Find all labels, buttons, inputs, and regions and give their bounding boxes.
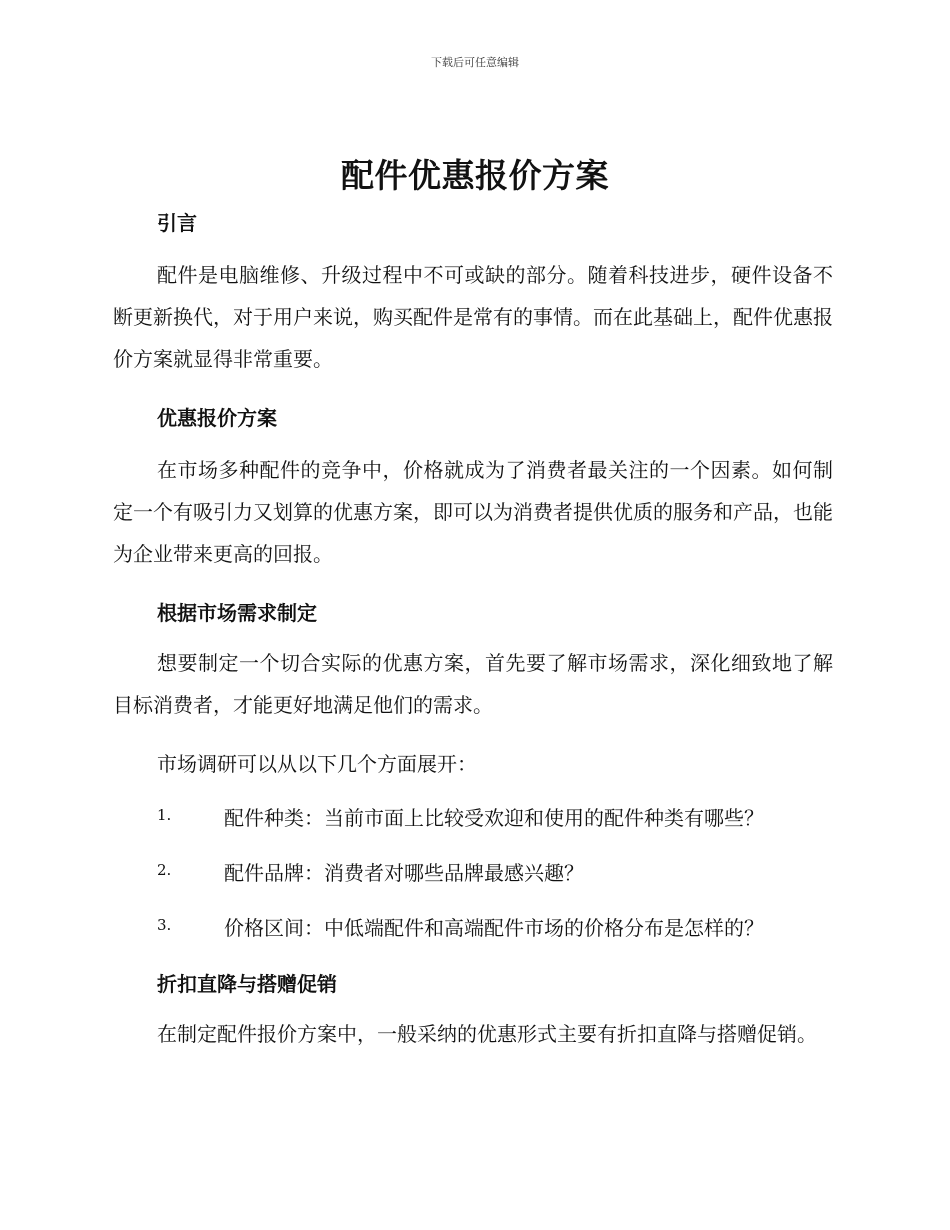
section-heading-intro: 引言 <box>157 211 197 235</box>
section-heading-market: 根据市场需求制定 <box>157 601 317 625</box>
list-item-text: 配件品牌：消费者对哪些品牌最感兴趣？ <box>224 861 584 885</box>
section-heading-discount: 折扣直降与搭赠促销 <box>157 972 337 996</box>
list-item-number: 3. <box>157 916 172 934</box>
list-item-number: 1. <box>157 806 172 824</box>
page-header: 下载后可任意编辑 <box>431 56 519 69</box>
paragraph-discount: 在制定配件报价方案中，一般采纳的优惠形式主要有折扣直降与搭赠促销。 <box>157 1022 817 1046</box>
survey-intro: 市场调研可以从以下几个方面展开： <box>157 752 477 776</box>
list-item-text: 价格区间：中低端配件和高端配件市场的价格分布是怎样的？ <box>224 916 764 940</box>
list-item-text: 配件种类：当前市面上比较受欢迎和使用的配件种类有哪些？ <box>224 806 764 830</box>
paragraph-offer: 在市场多种配件的竞争中，价格就成为了消费者最关注的一个因素。如何制定一个有吸引力又划算的优惠方案，即可以为消费者提供优质的服务和产品，也能为企业带来更高的回报。 <box>113 458 833 566</box>
list-item-number: 2. <box>157 861 172 879</box>
paragraph-market: 想要制定一个切合实际的优惠方案，首先要了解市场需求，深化细致地了解目标消费者，才能更好地满足他们的需求。 <box>113 651 833 717</box>
document-title: 配件优惠报价方案 <box>341 156 609 195</box>
section-heading-offer: 优惠报价方案 <box>157 406 277 430</box>
paragraph-intro: 配件是电脑维修、升级过程中不可或缺的部分。随着科技进步，硬件设备不断更新换代，对于用户来说，购买配件是常有的事情。而在此基础上，配件优惠报价方案就显得非常重要。 <box>113 263 833 371</box>
